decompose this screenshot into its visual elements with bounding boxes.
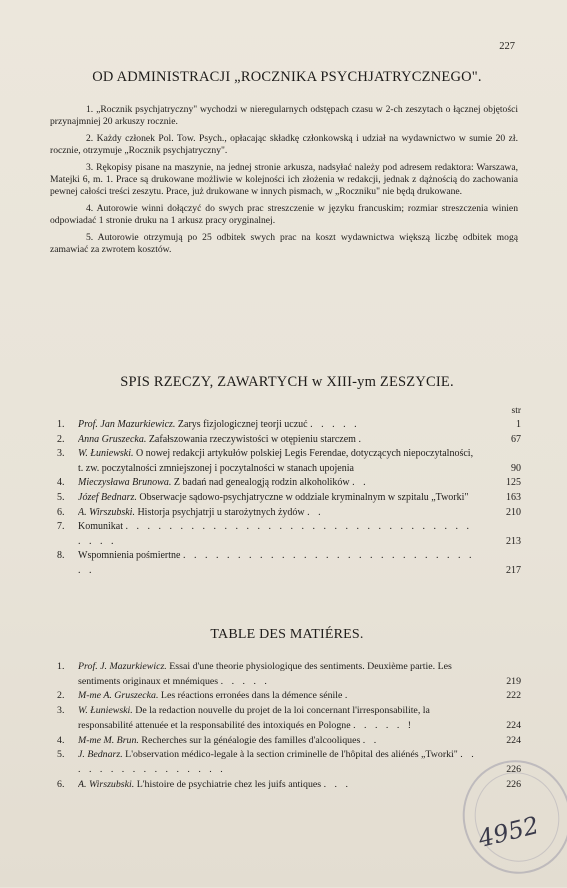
- entry-author: Mieczysława Brunowa.: [78, 477, 172, 489]
- entry-page: 222: [506, 690, 521, 702]
- entry-title: [78, 689, 479, 704]
- toc-entry: [57, 748, 521, 777]
- entry-text: Obserwacje sądowo-psychjatryczne w oddziale kryminalnym w szpitalu „Tworki": [139, 491, 469, 503]
- entry-text: L'observation médico-legale à la section criminelle de l'hôpital des aliénés „Tworki": [125, 749, 458, 761]
- entry-text: Les réactions erronées dans la démence sénile: [160, 690, 343, 702]
- entry-title: [78, 520, 479, 549]
- entry-number: 6.: [57, 778, 65, 790]
- toc-entry: [57, 491, 521, 506]
- entry-leader-dots: . .: [352, 477, 369, 489]
- entry-title: [78, 778, 479, 793]
- toc-entry: [57, 476, 521, 491]
- entry-number: 3.: [57, 448, 65, 460]
- entry-number: 3.: [57, 705, 65, 717]
- toc-entry: [57, 660, 521, 689]
- entry-author: Józef Bednarz.: [78, 491, 137, 503]
- entry-author: Prof. Jan Mazurkiewicz.: [78, 419, 176, 430]
- entry-title: [78, 549, 479, 578]
- page-column-label: str: [511, 406, 521, 416]
- french-table-of-contents: [57, 660, 521, 792]
- entry-text: O nowej redakcji artykułów polskiej Legis Ferendae, dotyczących niepoczytalności, t. zw. poczytalności zmniejszonej i poczytalności w stanach upojenia: [78, 448, 474, 474]
- entry-author: Prof. J. Mazurkiewicz.: [78, 661, 167, 672]
- entry-leader-dots: . . . . .: [220, 675, 270, 687]
- entry-text: L'histoire de psychiatrie chez les juifs antiques: [136, 778, 322, 790]
- toc-entry: [57, 447, 521, 476]
- toc-entry: [57, 506, 521, 521]
- entry-leader-dots: .: [358, 433, 364, 445]
- spis-heading: SPIS RZECZY, ZAWARTYCH w XIII-ym ZESZYCIE.: [120, 374, 454, 390]
- entry-page: 90: [511, 462, 521, 474]
- entry-page: 210: [506, 506, 521, 518]
- admin-paragraph-3: 3. Rękopisy pisane na maszynie, na jednej stronie arkusza, nadsyłać należy pod adresem redaktora: Warszawa, Matejki 6, m. 1. Prace są drukowane możliwie w kolejności ich złożenia w redakcji, jednak z dążnością do zachowania pewnej całości treści zeszytu. Prace, już drukowane w innych pismach, w „Roczniku" nie będą drukowane.: [50, 161, 518, 198]
- entry-leader-dots: . . . . .: [310, 419, 360, 430]
- entry-text: Wspomnienia pośmiertne: [78, 550, 181, 562]
- entry-title: [78, 433, 479, 448]
- admin-paragraph-2: 2. Każdy członek Pol. Tow. Psych., opłacając składkę członkowską i udział na wydawnictwo w sumie 20 zł. rocznie, otrzymuje „Rocznik psychjatryczny".: [50, 132, 518, 157]
- entry-number: 1.: [57, 419, 65, 430]
- entry-title: [78, 447, 479, 476]
- entry-text: Historja psychjatrji u starożytnych żydów: [137, 506, 305, 518]
- toc-entry: [57, 433, 521, 448]
- entry-leader-dots: . . . . . . . . . . . . . . . .: [78, 749, 477, 775]
- entry-page: 224: [506, 734, 521, 746]
- entry-author: W. Łuniewski.: [78, 705, 133, 717]
- toc-entry: [57, 549, 521, 578]
- toc-entry: [57, 689, 521, 704]
- admin-paragraph-1: 1. „Rocznik psychjatryczny" wychodzi w nieregularnych odstępach czasu w 2-ch zeszytach o łącznej objętości przynajmniej 20 arkuszy rocznie.: [50, 104, 518, 128]
- entry-page: 1: [516, 419, 521, 430]
- entry-title: [78, 476, 479, 491]
- toc-entry: [57, 704, 521, 733]
- entry-number: 1.: [57, 661, 65, 672]
- entry-page: 125: [506, 477, 521, 489]
- entry-page: 224: [506, 719, 521, 731]
- entry-text: Essai d'une theorie physiologique des sentiments. Deuxième partie. Les sentiments originaux et mnémiques: [78, 661, 452, 687]
- admin-heading: OD ADMINISTRACJI „ROCZNIKA PSYCHJATRYCZNEGO".: [92, 69, 482, 85]
- entry-author: W. Łuniewski.: [78, 448, 134, 460]
- entry-leader-dots: . . . . . !: [353, 719, 415, 731]
- entry-title: [78, 748, 479, 777]
- entry-author: A. Wirszubski.: [78, 506, 135, 518]
- entry-title: [78, 734, 479, 749]
- entry-page: 226: [506, 763, 521, 775]
- handwritten-signature: 4952: [475, 811, 542, 853]
- table-heading: TABLE DES MATIÉRES.: [210, 627, 364, 642]
- entry-text: Zarys fizjologicznej teorji uczuć: [177, 419, 308, 430]
- entry-number: 4.: [57, 477, 65, 489]
- entry-title: [78, 704, 479, 733]
- entry-title: [78, 491, 479, 506]
- entry-page: 163: [506, 491, 521, 503]
- entry-page: 213: [506, 535, 521, 547]
- entry-author: A. Wirszubski.: [78, 778, 135, 790]
- entry-number: 5.: [57, 749, 65, 761]
- toc-entry: [57, 418, 521, 433]
- entry-page: 226: [506, 778, 521, 790]
- entry-number: 4.: [57, 734, 65, 746]
- entry-page: 217: [506, 564, 521, 576]
- entry-text: Recherches sur la généalogie des familles d'alcooliques: [141, 734, 361, 746]
- entry-text: Zafałszowania rzeczywistości w otępieniu starczem: [148, 433, 356, 445]
- entry-author: Anna Gruszecka.: [78, 433, 147, 445]
- entry-number: 8.: [57, 550, 65, 562]
- entry-leader-dots: . . .: [323, 778, 351, 790]
- entry-author: J. Bednarz.: [78, 749, 123, 761]
- entry-text: De la redaction nouvelle du projet de la loi concernant l'irresponsabilite, la responsabilité attenuée et la responsabilité des intoxiqués en Pologne: [78, 705, 430, 731]
- entry-leader-dots: . . . . . . . . . . . . . . . . . . . . . . . . . . . . .: [78, 550, 475, 576]
- entry-author: M-me A. Gruszecka.: [78, 690, 159, 702]
- admin-section: [50, 104, 518, 260]
- toc-entry: [57, 734, 521, 749]
- entry-leader-dots: . .: [307, 506, 324, 518]
- entry-title: [78, 660, 479, 689]
- entry-author: M-me M. Brun.: [78, 734, 139, 746]
- entry-text: Z badań nad genealogją rodzin alkoholików: [173, 477, 350, 489]
- entry-leader-dots: . . . . . . . . . . . . . . . . . . . . . . . . . . . . . . . . . . . .: [78, 521, 472, 547]
- entry-text: Komunikat: [78, 521, 123, 533]
- spis-table-of-contents: [57, 404, 521, 579]
- entry-number: 6.: [57, 506, 65, 518]
- admin-paragraph-5: 5. Autorowie otrzymują po 25 odbitek swych prac na koszt wydawnictwa większą liczbę odbitek mogą zamawiać za zwrotem kosztów.: [50, 231, 518, 256]
- admin-paragraph-4: 4. Autorowie winni dołączyć do swych prac streszczenie w języku francuskim; rozmiar streszczenia winien odpowiadać 1 stronie druku na 1 arkusz pracy oryginalnej.: [50, 202, 518, 227]
- page-number: 227: [499, 41, 515, 52]
- entry-number: 2.: [57, 690, 65, 702]
- entry-page: 67: [511, 433, 521, 445]
- entry-number: 5.: [57, 491, 65, 503]
- entry-leader-dots: .: [344, 690, 351, 702]
- entry-page: 219: [506, 675, 521, 687]
- toc-entry: [57, 778, 521, 793]
- entry-number: 7.: [57, 521, 65, 533]
- toc-entry: [57, 520, 521, 549]
- entry-title: [78, 418, 479, 433]
- entry-title: [78, 506, 479, 521]
- entry-number: 2.: [57, 433, 65, 445]
- entry-leader-dots: . .: [362, 734, 380, 746]
